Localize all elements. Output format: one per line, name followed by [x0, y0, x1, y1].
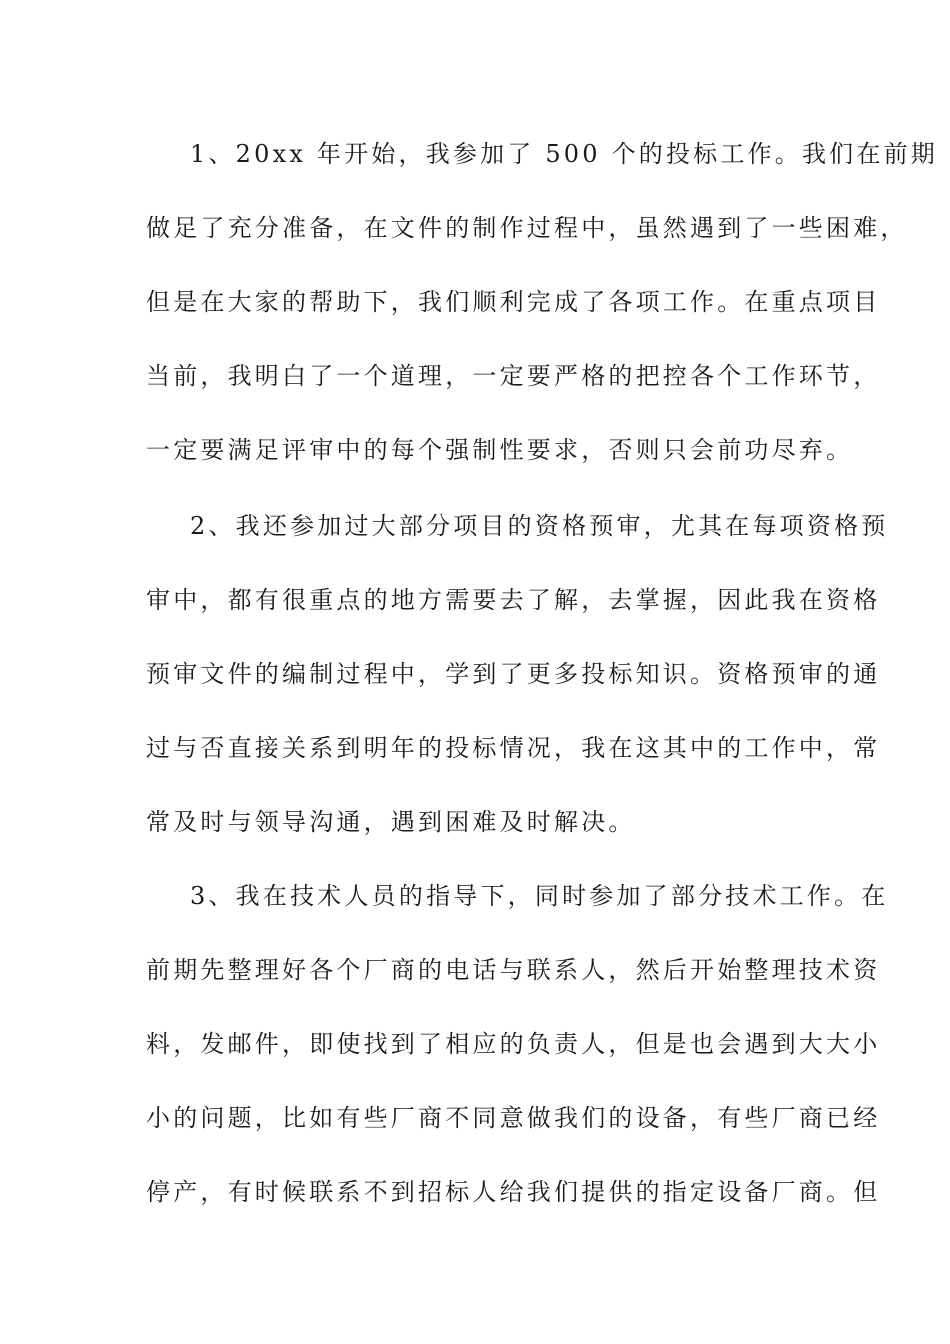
paragraph-3-line-4: 小的问题，比如有些厂商不同意做我们的设备，有些厂商已经: [146, 1104, 881, 1132]
paragraph-3-line-3: 料，发邮件，即使找到了相应的负责人，但是也会遇到大大小: [146, 1030, 881, 1058]
paragraph-2-line-4: 过与否直接关系到明年的投标情况，我在这其中的工作中，常: [146, 734, 881, 762]
paragraph-2-line-5: 常及时与领导沟通，遇到困难及时解决。: [146, 808, 636, 836]
paragraph-1-line-1: 1、20xx 年开始，我参加了 500 个的投标工作。我们在前期: [190, 140, 938, 168]
paragraph-3-line-2: 前期先整理好各个厂商的电话与联系人，然后开始整理技术资: [146, 956, 881, 984]
paragraph-1-line-3: 但是在大家的帮助下，我们顺利完成了各项工作。在重点项目: [146, 288, 881, 316]
paragraph-1-line-5: 一定要满足评审中的每个强制性要求，否则只会前功尽弃。: [146, 436, 854, 464]
paragraph-3-line-1: 3、我在技术人员的指导下，同时参加了部分技术工作。在: [190, 882, 889, 910]
paragraph-2-line-2: 审中，都有很重点的地方需要去了解，去掌握，因此我在资格: [146, 586, 881, 614]
paragraph-2-line-1: 2、我还参加过大部分项目的资格预审，尤其在每项资格预: [190, 512, 889, 540]
paragraph-1-line-2: 做足了充分准备，在文件的制作过程中，虽然遇到了一些困难，: [146, 214, 908, 242]
paragraph-3-line-5: 停产，有时候联系不到招标人给我们提供的指定设备厂商。但: [146, 1178, 881, 1206]
paragraph-1-line-4: 当前，我明白了一个道理，一定要严格的把控各个工作环节，: [146, 362, 881, 390]
paragraph-2-line-3: 预审文件的编制过程中，学到了更多投标知识。资格预审的通: [146, 660, 881, 688]
